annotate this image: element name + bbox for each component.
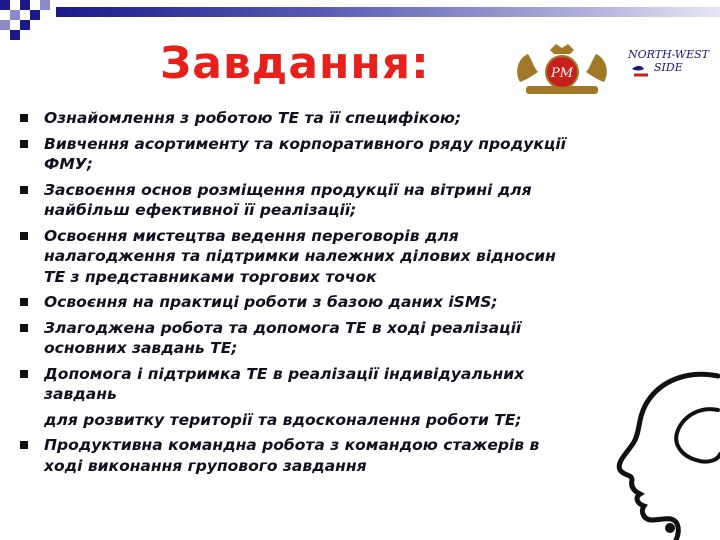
north-west-side-logo (624, 48, 716, 88)
list-item-text: Вивчення асортименту та корпоративного ряду продукції (44, 134, 566, 153)
decor-square (0, 20, 10, 30)
list-item-text: Освоєння на практиці роботи з базою даних iSMS; (44, 293, 498, 311)
bullet-square-icon (20, 324, 28, 332)
list-item (18, 134, 658, 175)
list-item-text: Освоєння мистецтва ведення переговорів для (44, 226, 459, 245)
list-item-text: Допомога і підтримка ТЕ в реалізації індивідуальних (44, 364, 525, 383)
list-item-text: Продуктивна командна робота з командою стажерів в (44, 436, 540, 454)
list-item (18, 108, 658, 129)
decor-square (20, 0, 30, 10)
slide-title: Завдання: (160, 38, 430, 89)
decor-square (0, 0, 10, 10)
list-item-text: Злагоджена робота та допомога ТЕ в ході реалізації (44, 318, 522, 337)
list-item (18, 180, 658, 221)
decor-square (30, 10, 40, 20)
bullet-square-icon (20, 298, 28, 306)
bullet-square-icon (20, 370, 28, 378)
list-item-text: ТЕ з представниками торгових точок (44, 267, 377, 286)
top-gradient-bar (56, 7, 720, 17)
bullet-square-icon (20, 140, 28, 148)
north-west-line1: NORTH-WEST (628, 48, 709, 61)
bullet-square-icon (20, 441, 28, 449)
task-list (18, 108, 658, 481)
head-outline-icon (600, 370, 720, 540)
top-decoration (0, 0, 720, 40)
list-item-text: ФМУ; (44, 155, 93, 173)
list-item-text: основних завдань ТЕ; (44, 339, 238, 357)
bullet-square-icon (20, 232, 28, 240)
bullet-square-icon (20, 186, 28, 194)
list-item (18, 292, 658, 313)
list-item-text: Засвоєння основ розміщення продукції на вітрині для (44, 180, 532, 199)
list-item-text: завдань (44, 385, 117, 403)
north-west-line2: SIDE (654, 61, 683, 74)
list-item (18, 364, 658, 405)
bullet-square-icon (20, 114, 28, 122)
list-item-continuation: для розвитку території та вдосконалення роботи ТЕ; (44, 410, 522, 429)
decor-square (40, 0, 50, 10)
list-item-text: найбільш ефективної її реалізації; (44, 201, 357, 219)
list-item (18, 318, 658, 359)
list-item-text: налагодження та підтримки належних ділових відносин (44, 247, 556, 265)
decor-square (20, 20, 30, 30)
pm-crest-logo-icon (512, 42, 612, 100)
list-item-text: Ознайомлення з роботою ТЕ та її специфікою; (44, 109, 462, 127)
pm-monogram: PM (550, 66, 574, 81)
list-item-text: ході виконання групового завдання (44, 456, 367, 475)
list-item (18, 435, 658, 476)
decor-square (10, 10, 20, 20)
list-item (18, 226, 658, 288)
decor-square (10, 30, 20, 40)
north-west-mark-icon (630, 63, 652, 79)
